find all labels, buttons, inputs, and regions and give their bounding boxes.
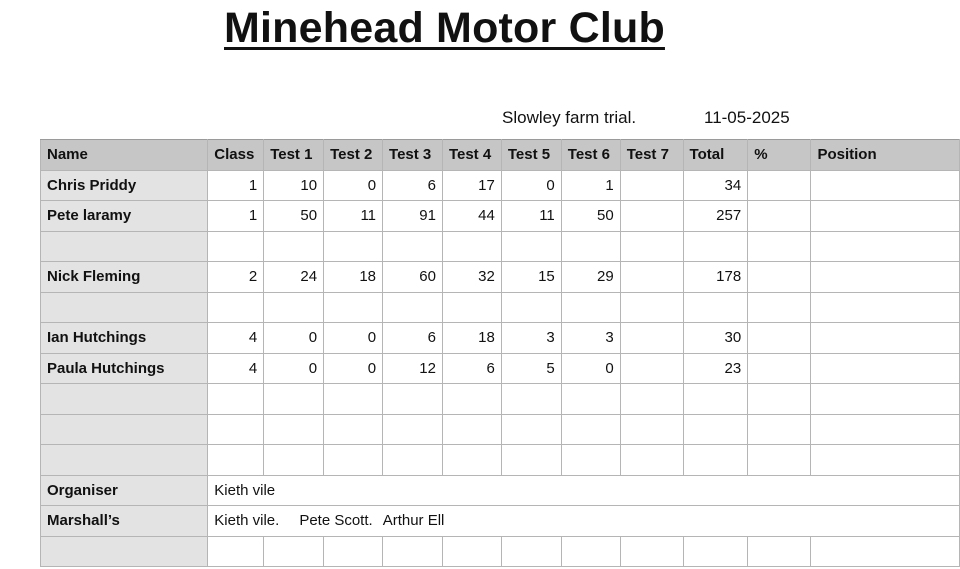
organiser-row xyxy=(41,475,960,506)
col-name: Name xyxy=(41,140,208,171)
test-3-cell xyxy=(383,231,443,262)
test-7-cell xyxy=(620,414,683,445)
test-5-cell xyxy=(501,292,561,323)
competitor-name: Paula Hutchings xyxy=(41,353,208,384)
club-title: Minehead Motor Club xyxy=(224,4,665,52)
test-6-cell xyxy=(561,231,620,262)
position-cell xyxy=(811,170,960,201)
test-4-cell: 44 xyxy=(442,201,501,232)
test-4-cell xyxy=(442,292,501,323)
position-cell xyxy=(811,353,960,384)
competitor-name xyxy=(41,384,208,415)
test-7-cell xyxy=(620,353,683,384)
percent-cell xyxy=(748,170,811,201)
col-test-4: Test 4 xyxy=(442,140,501,171)
competitor-name xyxy=(41,231,208,262)
test-5-cell xyxy=(501,445,561,476)
table-row xyxy=(41,231,960,262)
header-row xyxy=(41,140,960,171)
test-2-cell xyxy=(324,414,383,445)
percent-cell xyxy=(748,201,811,232)
table-row xyxy=(41,201,960,232)
position-cell xyxy=(811,201,960,232)
test-4-cell: 18 xyxy=(442,323,501,354)
total-cell xyxy=(683,445,748,476)
test-7-cell xyxy=(620,201,683,232)
percent-cell xyxy=(748,292,811,323)
test-6-cell: 29 xyxy=(561,262,620,293)
organiser-value: Kieth vile xyxy=(208,475,960,506)
test-3-cell xyxy=(383,292,443,323)
test-5-cell: 15 xyxy=(501,262,561,293)
test-7-cell xyxy=(620,231,683,262)
marshalls-label: Marshall’s xyxy=(41,506,208,537)
table-row xyxy=(41,292,960,323)
class-cell: 2 xyxy=(208,262,264,293)
percent-cell xyxy=(748,445,811,476)
test-1-cell: 50 xyxy=(264,201,324,232)
test-6-cell: 0 xyxy=(561,353,620,384)
class-cell xyxy=(208,414,264,445)
test-3-cell: 91 xyxy=(383,201,443,232)
test-6-cell xyxy=(561,292,620,323)
test-3-cell: 60 xyxy=(383,262,443,293)
marshall-name: Kieth vile. xyxy=(214,512,280,530)
test-4-cell xyxy=(442,445,501,476)
test-6-cell: 1 xyxy=(561,170,620,201)
table-row xyxy=(41,170,960,201)
percent-cell xyxy=(748,353,811,384)
test-5-cell: 5 xyxy=(501,353,561,384)
test-2-cell xyxy=(324,231,383,262)
col-percent: % xyxy=(748,140,811,171)
position-cell xyxy=(811,231,960,262)
position-cell xyxy=(811,323,960,354)
test-2-cell: 18 xyxy=(324,262,383,293)
table-row xyxy=(41,414,960,445)
competitor-name xyxy=(41,414,208,445)
class-cell: 4 xyxy=(208,353,264,384)
competitor-name: Pete laramy xyxy=(41,201,208,232)
position-cell xyxy=(811,262,960,293)
class-cell: 1 xyxy=(208,170,264,201)
test-1-cell xyxy=(264,231,324,262)
col-test-5: Test 5 xyxy=(501,140,561,171)
total-cell xyxy=(683,292,748,323)
marshalls-value xyxy=(208,506,960,537)
position-cell xyxy=(811,292,960,323)
test-1-cell: 10 xyxy=(264,170,324,201)
test-4-cell: 17 xyxy=(442,170,501,201)
total-cell: 30 xyxy=(683,323,748,354)
total-cell xyxy=(683,384,748,415)
test-5-cell: 3 xyxy=(501,323,561,354)
test-4-cell: 32 xyxy=(442,262,501,293)
competitor-name: Ian Hutchings xyxy=(41,323,208,354)
table-row xyxy=(41,262,960,293)
event-date: 11-05-2025 xyxy=(704,108,790,127)
class-cell xyxy=(208,384,264,415)
col-test-7: Test 7 xyxy=(620,140,683,171)
col-test-3: Test 3 xyxy=(383,140,443,171)
test-2-cell: 11 xyxy=(324,201,383,232)
test-7-cell xyxy=(620,262,683,293)
total-cell: 178 xyxy=(683,262,748,293)
test-2-cell: 0 xyxy=(324,323,383,354)
blank-row xyxy=(41,536,960,567)
competitor-name: Nick Fleming xyxy=(41,262,208,293)
test-5-cell xyxy=(501,414,561,445)
test-6-cell: 50 xyxy=(561,201,620,232)
percent-cell xyxy=(748,262,811,293)
organiser-label: Organiser xyxy=(41,475,208,506)
test-7-cell xyxy=(620,445,683,476)
results-table xyxy=(40,139,960,567)
percent-cell xyxy=(748,231,811,262)
total-cell: 34 xyxy=(683,170,748,201)
test-1-cell xyxy=(264,414,324,445)
competitor-name xyxy=(41,445,208,476)
col-class: Class xyxy=(208,140,264,171)
class-cell: 4 xyxy=(208,323,264,354)
col-test-2: Test 2 xyxy=(324,140,383,171)
class-cell: 1 xyxy=(208,201,264,232)
total-cell xyxy=(683,414,748,445)
total-cell xyxy=(683,231,748,262)
test-1-cell xyxy=(264,445,324,476)
class-cell xyxy=(208,231,264,262)
test-4-cell xyxy=(442,384,501,415)
test-3-cell: 6 xyxy=(383,170,443,201)
test-2-cell xyxy=(324,292,383,323)
total-cell: 23 xyxy=(683,353,748,384)
table-row xyxy=(41,445,960,476)
percent-cell xyxy=(748,323,811,354)
test-2-cell xyxy=(324,445,383,476)
test-1-cell: 24 xyxy=(264,262,324,293)
marshall-name: Pete Scott. xyxy=(299,512,373,530)
class-cell xyxy=(208,292,264,323)
test-2-cell: 0 xyxy=(324,170,383,201)
test-1-cell xyxy=(264,292,324,323)
test-3-cell: 6 xyxy=(383,323,443,354)
test-6-cell xyxy=(561,414,620,445)
test-1-cell: 0 xyxy=(264,353,324,384)
test-7-cell xyxy=(620,323,683,354)
test-6-cell xyxy=(561,445,620,476)
table-row xyxy=(41,384,960,415)
test-3-cell xyxy=(383,445,443,476)
test-1-cell xyxy=(264,384,324,415)
marshalls-row xyxy=(41,506,960,537)
test-6-cell xyxy=(561,384,620,415)
position-cell xyxy=(811,445,960,476)
test-2-cell xyxy=(324,384,383,415)
test-4-cell xyxy=(442,414,501,445)
test-5-cell: 11 xyxy=(501,201,561,232)
event-name: Slowley farm trial. xyxy=(502,108,637,127)
position-cell xyxy=(811,384,960,415)
test-7-cell xyxy=(620,292,683,323)
competitor-name xyxy=(41,292,208,323)
percent-cell xyxy=(748,414,811,445)
class-cell xyxy=(208,445,264,476)
col-test-6: Test 6 xyxy=(561,140,620,171)
test-5-cell xyxy=(501,384,561,415)
test-1-cell: 0 xyxy=(264,323,324,354)
test-7-cell xyxy=(620,170,683,201)
test-2-cell: 0 xyxy=(324,353,383,384)
table-row xyxy=(41,353,960,384)
test-4-cell xyxy=(442,231,501,262)
competitor-name: Chris Priddy xyxy=(41,170,208,201)
position-cell xyxy=(811,414,960,445)
test-6-cell: 3 xyxy=(561,323,620,354)
col-total: Total xyxy=(683,140,748,171)
test-3-cell xyxy=(383,384,443,415)
col-position: Position xyxy=(811,140,960,171)
test-7-cell xyxy=(620,384,683,415)
test-5-cell: 0 xyxy=(501,170,561,201)
test-5-cell xyxy=(501,231,561,262)
test-4-cell: 6 xyxy=(442,353,501,384)
test-3-cell xyxy=(383,414,443,445)
marshall-name: Arthur Ell xyxy=(382,512,445,530)
table-row xyxy=(41,323,960,354)
percent-cell xyxy=(748,384,811,415)
test-3-cell: 12 xyxy=(383,353,443,384)
total-cell: 257 xyxy=(683,201,748,232)
col-test-1: Test 1 xyxy=(264,140,324,171)
